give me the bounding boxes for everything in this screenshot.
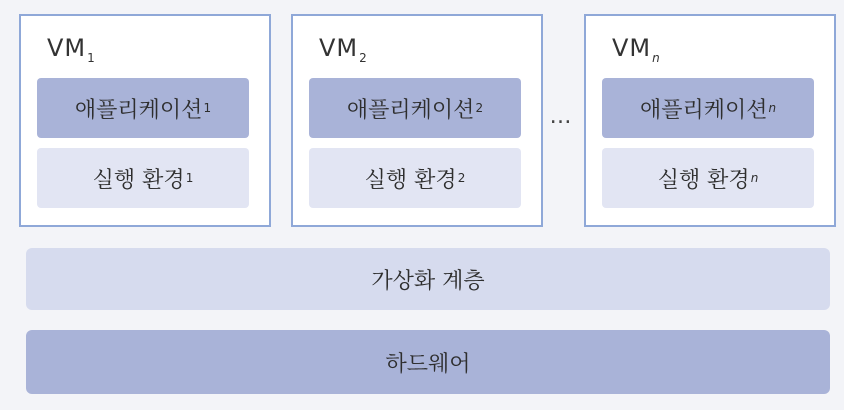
vm-box-1	[19, 14, 271, 227]
runtime-layer-2	[309, 148, 521, 208]
vm-title-subscript: n	[652, 51, 661, 65]
application-subscript: n	[768, 101, 777, 115]
ellipsis: …	[549, 104, 573, 129]
application-label: 애플리케이션	[639, 97, 768, 123]
vm-box-n	[584, 14, 836, 227]
application-layer-1	[37, 78, 249, 138]
application-subscript: 1	[203, 101, 212, 115]
runtime-layer-1	[37, 148, 249, 208]
vm-title-subscript: 2	[359, 51, 368, 65]
vm-title-text: VM	[612, 34, 652, 62]
virtualization-layer-label: 가상화 계층	[371, 268, 485, 294]
vm-title-text: VM	[319, 34, 359, 62]
hardware-layer-label: 하드웨어	[385, 351, 471, 377]
runtime-layer-n	[602, 148, 814, 208]
application-subscript: 2	[475, 101, 484, 115]
application-label: 애플리케이션	[346, 97, 475, 123]
runtime-label: 실행 환경	[657, 167, 750, 193]
vm-title-2	[319, 34, 368, 65]
application-layer-2	[309, 78, 521, 138]
runtime-subscript: 1	[185, 171, 194, 185]
vm-title-1	[47, 34, 96, 65]
application-layer-n	[602, 78, 814, 138]
vm-box-2	[291, 14, 543, 227]
runtime-subscript: 2	[457, 171, 466, 185]
vm-title-text: VM	[47, 34, 87, 62]
runtime-subscript: n	[750, 171, 759, 185]
runtime-label: 실행 환경	[92, 167, 185, 193]
application-label: 애플리케이션	[74, 97, 203, 123]
runtime-label: 실행 환경	[364, 167, 457, 193]
hardware-layer	[26, 330, 830, 394]
virtualization-layer	[26, 248, 830, 310]
vm-title-subscript: 1	[87, 51, 96, 65]
vm-title-n	[612, 34, 661, 65]
